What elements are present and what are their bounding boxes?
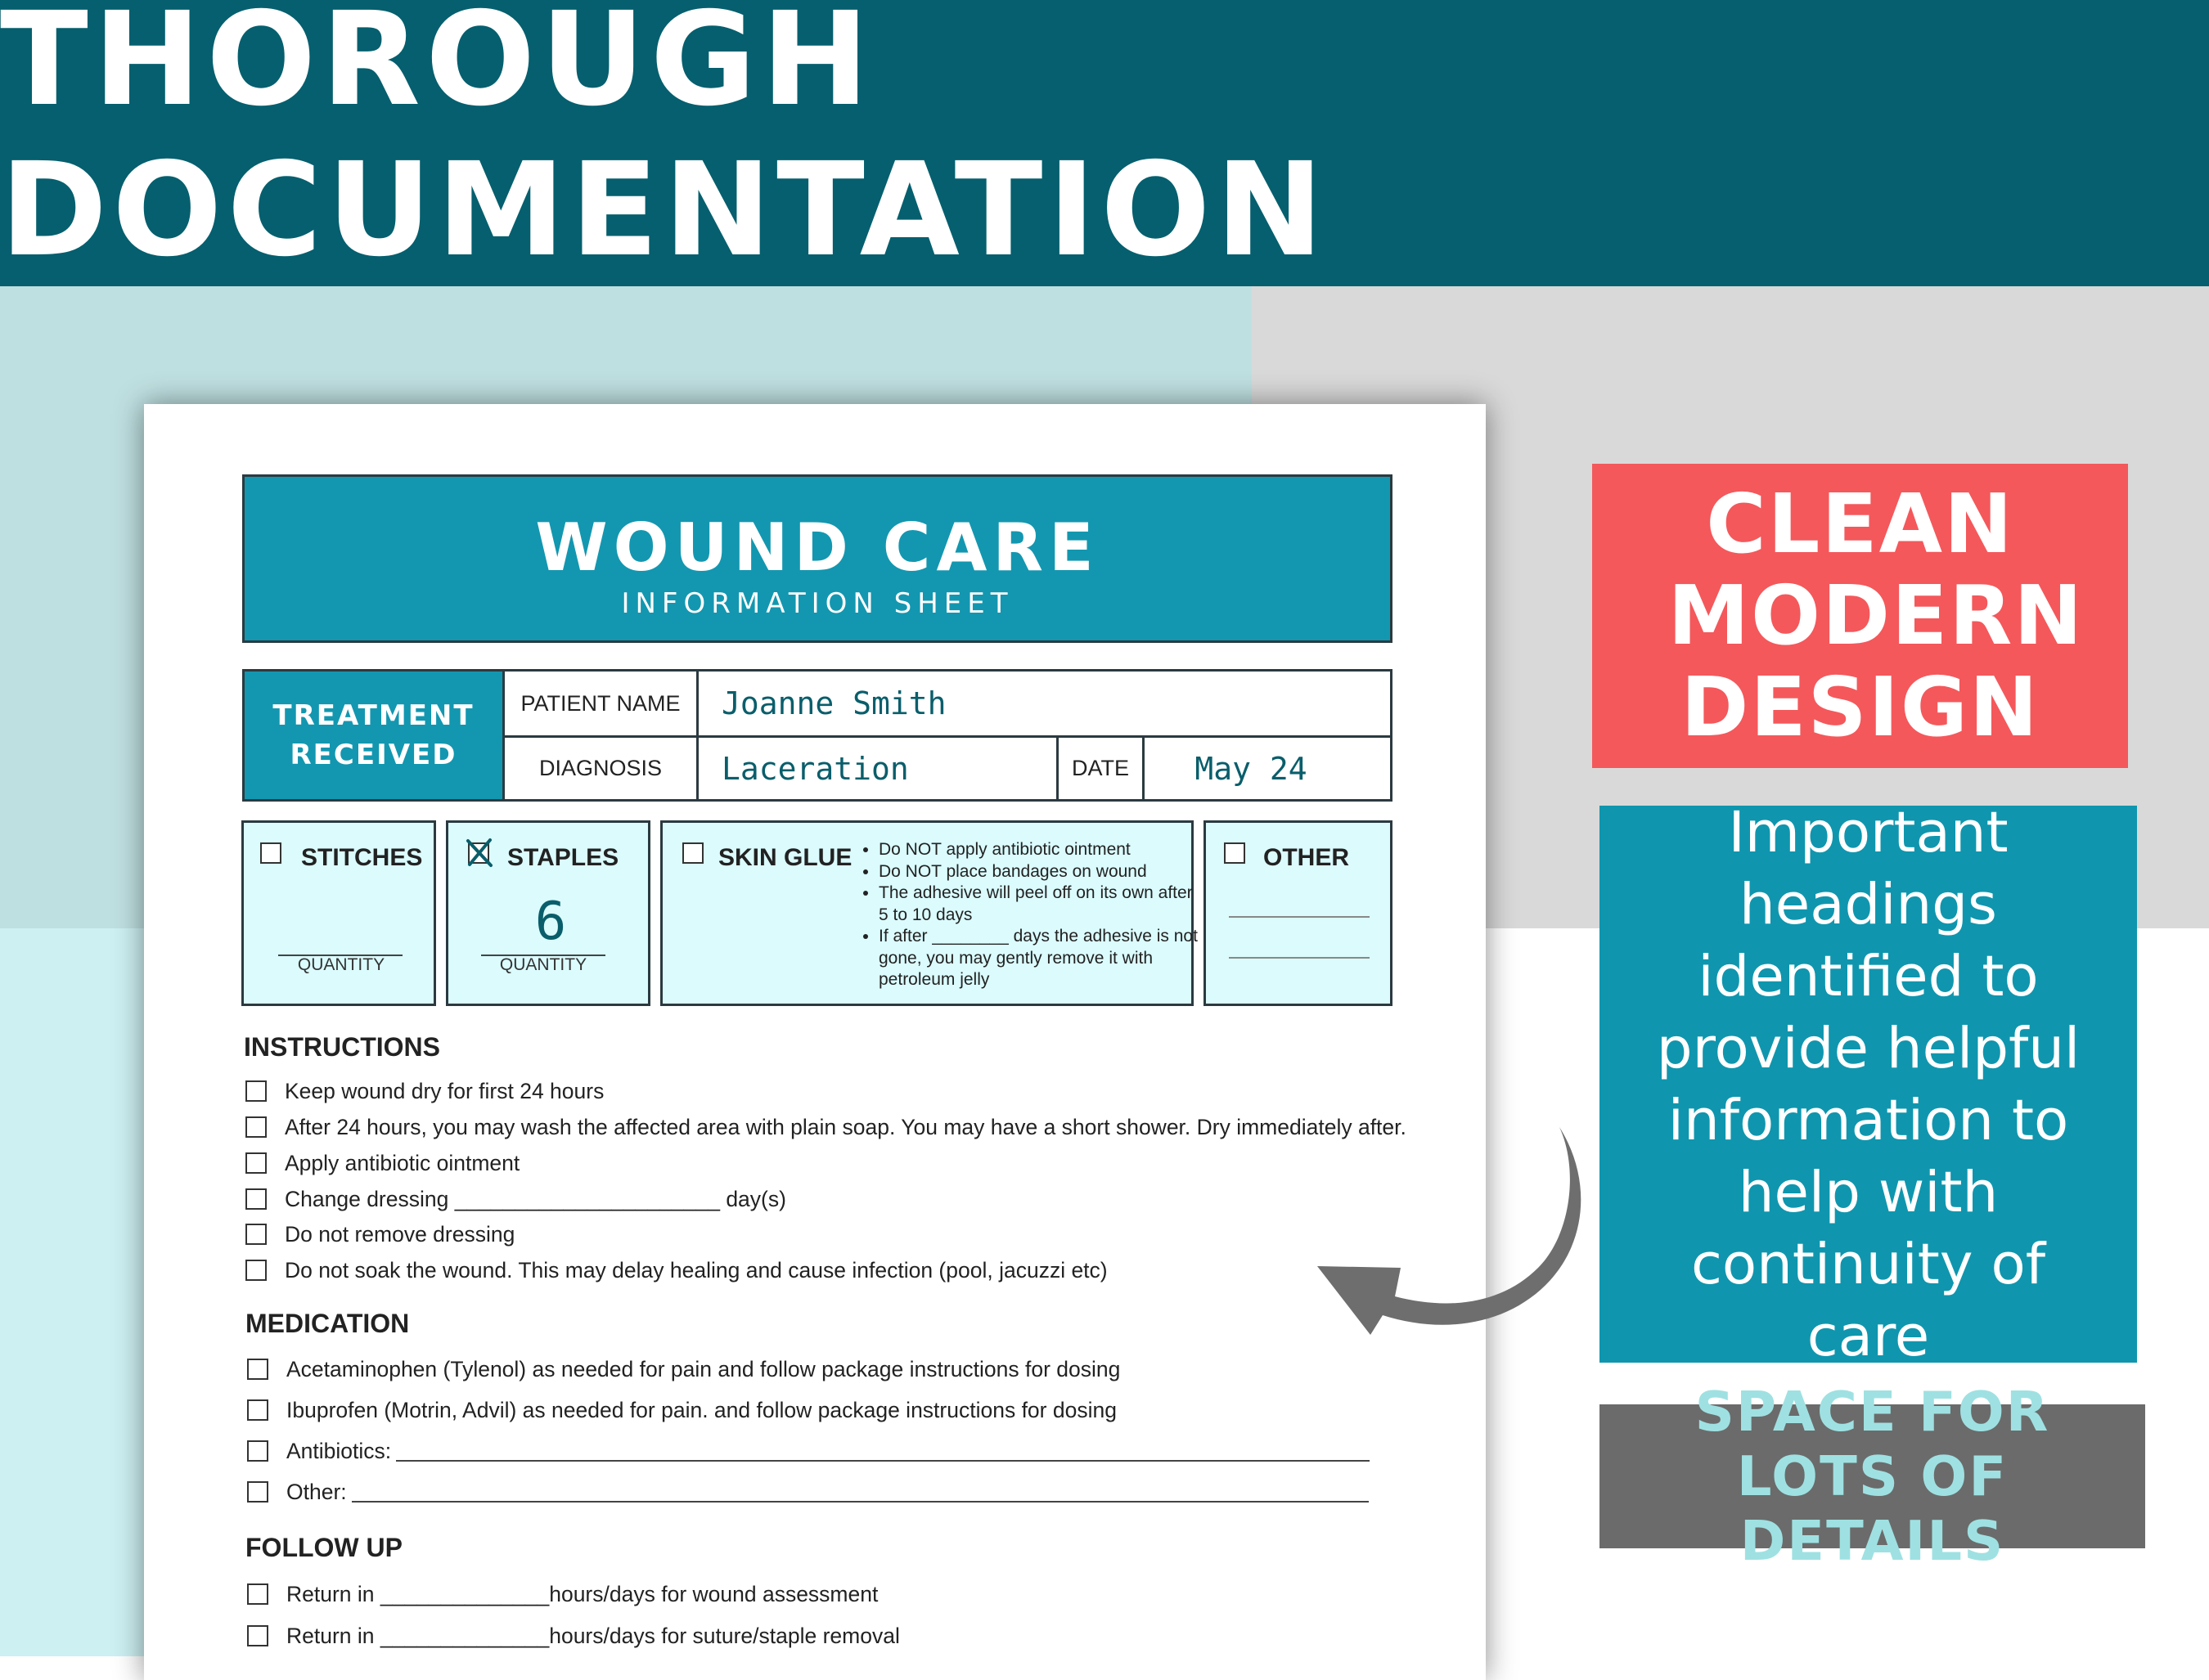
- form-subtitle: INFORMATION SHEET: [621, 587, 1014, 620]
- other-line-2[interactable]: [1229, 957, 1370, 959]
- banner-title: THOROUGH DOCUMENTATION: [0, 0, 1329, 285]
- patient-name-field[interactable]: Joanne Smith: [696, 669, 1392, 738]
- date-label: DATE: [1056, 735, 1145, 802]
- important-headings-text: Important headings identified to provide helpful information to help with continuity of care: [1656, 799, 2081, 1369]
- follow-up-heading: FOLLOW UP: [245, 1533, 403, 1562]
- patient-name-label: PATIENT NAME: [502, 669, 699, 738]
- other-label: OTHER: [1263, 844, 1349, 871]
- antibiotics-fill-line[interactable]: [396, 1440, 1370, 1462]
- medication-heading: MEDICATION: [245, 1309, 410, 1338]
- instruction-item: Keep wound dry for first 24 hours: [245, 1075, 604, 1107]
- follow-up-item: Return in ______________hours/days for suture/staple removal: [247, 1619, 900, 1652]
- medication-item: Acetaminophen (Tylenol) as needed for pain and follow package instructions for dosing: [247, 1353, 1120, 1386]
- treatment-received-label: TREATMENT RECEIVED: [242, 669, 505, 802]
- other-box: [1203, 820, 1392, 1006]
- diagnosis-label: DIAGNOSIS: [502, 735, 699, 802]
- staples-box: [446, 820, 650, 1006]
- instruction-item: After 24 hours, you may wash the affected area with plain soap. You may have a short shower. Dry immediately after.: [245, 1111, 1406, 1143]
- skin-glue-note: • Do NOT place bandages on wound: [879, 861, 1206, 883]
- clean-modern-design-text: CLEAN MODERN DESIGN: [1667, 476, 2085, 755]
- medication-checkbox[interactable]: [247, 1440, 268, 1462]
- medication-item: Antibiotics:: [247, 1435, 1370, 1467]
- space-for-details-panel: [1599, 1379, 2145, 1573]
- instruction-checkbox[interactable]: [245, 1260, 267, 1281]
- medication-item: Ibuprofen (Motrin, Advil) as needed for pain. and follow package instructions for dosing: [247, 1394, 1117, 1426]
- staples-quantity-label: QUANTITY: [499, 955, 587, 974]
- instruction-item: Change dressing ______________________ day(s): [245, 1183, 786, 1215]
- skin-glue-note: • If after ________ days the adhesive is not gone, you may gently remove it with petroleum jelly: [879, 926, 1206, 991]
- stitches-quantity-label: QUANTITY: [297, 955, 385, 974]
- space-for-details-text: SPACE FOR LOTS OF DETAILS: [1694, 1379, 2050, 1573]
- stitches-box: [241, 820, 436, 1006]
- instruction-checkbox[interactable]: [245, 1188, 267, 1210]
- instructions-heading: INSTRUCTIONS: [244, 1032, 440, 1062]
- instruction-item: Do not remove dressing: [245, 1218, 515, 1251]
- staples-label: STAPLES: [507, 844, 619, 871]
- instruction-checkbox[interactable]: [245, 1152, 267, 1174]
- form-header: [242, 474, 1392, 643]
- medication-checkbox[interactable]: [247, 1399, 268, 1421]
- date-field[interactable]: May 24: [1142, 735, 1392, 802]
- skin-glue-checkbox[interactable]: [682, 842, 704, 864]
- staples-quantity-value[interactable]: 6: [534, 892, 567, 952]
- follow-up-checkbox[interactable]: [247, 1625, 268, 1646]
- medication-checkbox[interactable]: [247, 1359, 268, 1380]
- x-check-icon: [465, 838, 494, 869]
- skin-glue-note: • The adhesive will peel off on its own after 5 to 10 days: [879, 883, 1206, 926]
- follow-up-item: Return in ______________hours/days for wound assessment: [247, 1578, 878, 1610]
- other-medication-fill-line[interactable]: [352, 1481, 1369, 1503]
- curved-arrow-icon: [1301, 1121, 1587, 1341]
- instruction-item: Do not soak the wound. This may delay healing and cause infection (pool, jacuzzi etc): [245, 1254, 1108, 1287]
- skin-glue-label: SKIN GLUE: [718, 844, 853, 871]
- skin-glue-notes: [857, 839, 1206, 991]
- skin-glue-box: [660, 820, 1198, 1006]
- form-title: WOUND CARE: [535, 510, 1100, 586]
- medication-checkbox[interactable]: [247, 1481, 268, 1503]
- clean-modern-design-panel: [1592, 464, 2128, 768]
- instruction-item: Apply antibiotic ointment: [245, 1147, 520, 1179]
- stitches-checkbox[interactable]: [260, 842, 281, 864]
- important-headings-panel: [1599, 799, 2137, 1369]
- diagnosis-field[interactable]: Laceration: [696, 735, 1059, 802]
- other-checkbox[interactable]: [1224, 842, 1245, 864]
- instruction-checkbox[interactable]: [245, 1116, 267, 1138]
- stitches-label: STITCHES: [301, 844, 423, 871]
- follow-up-checkbox[interactable]: [247, 1583, 268, 1605]
- instruction-checkbox[interactable]: [245, 1224, 267, 1245]
- medication-item: Other:: [247, 1476, 1369, 1508]
- instruction-checkbox[interactable]: [245, 1080, 267, 1102]
- other-line-1[interactable]: [1229, 916, 1370, 918]
- skin-glue-note: • Do NOT apply antibiotic ointment: [879, 839, 1206, 861]
